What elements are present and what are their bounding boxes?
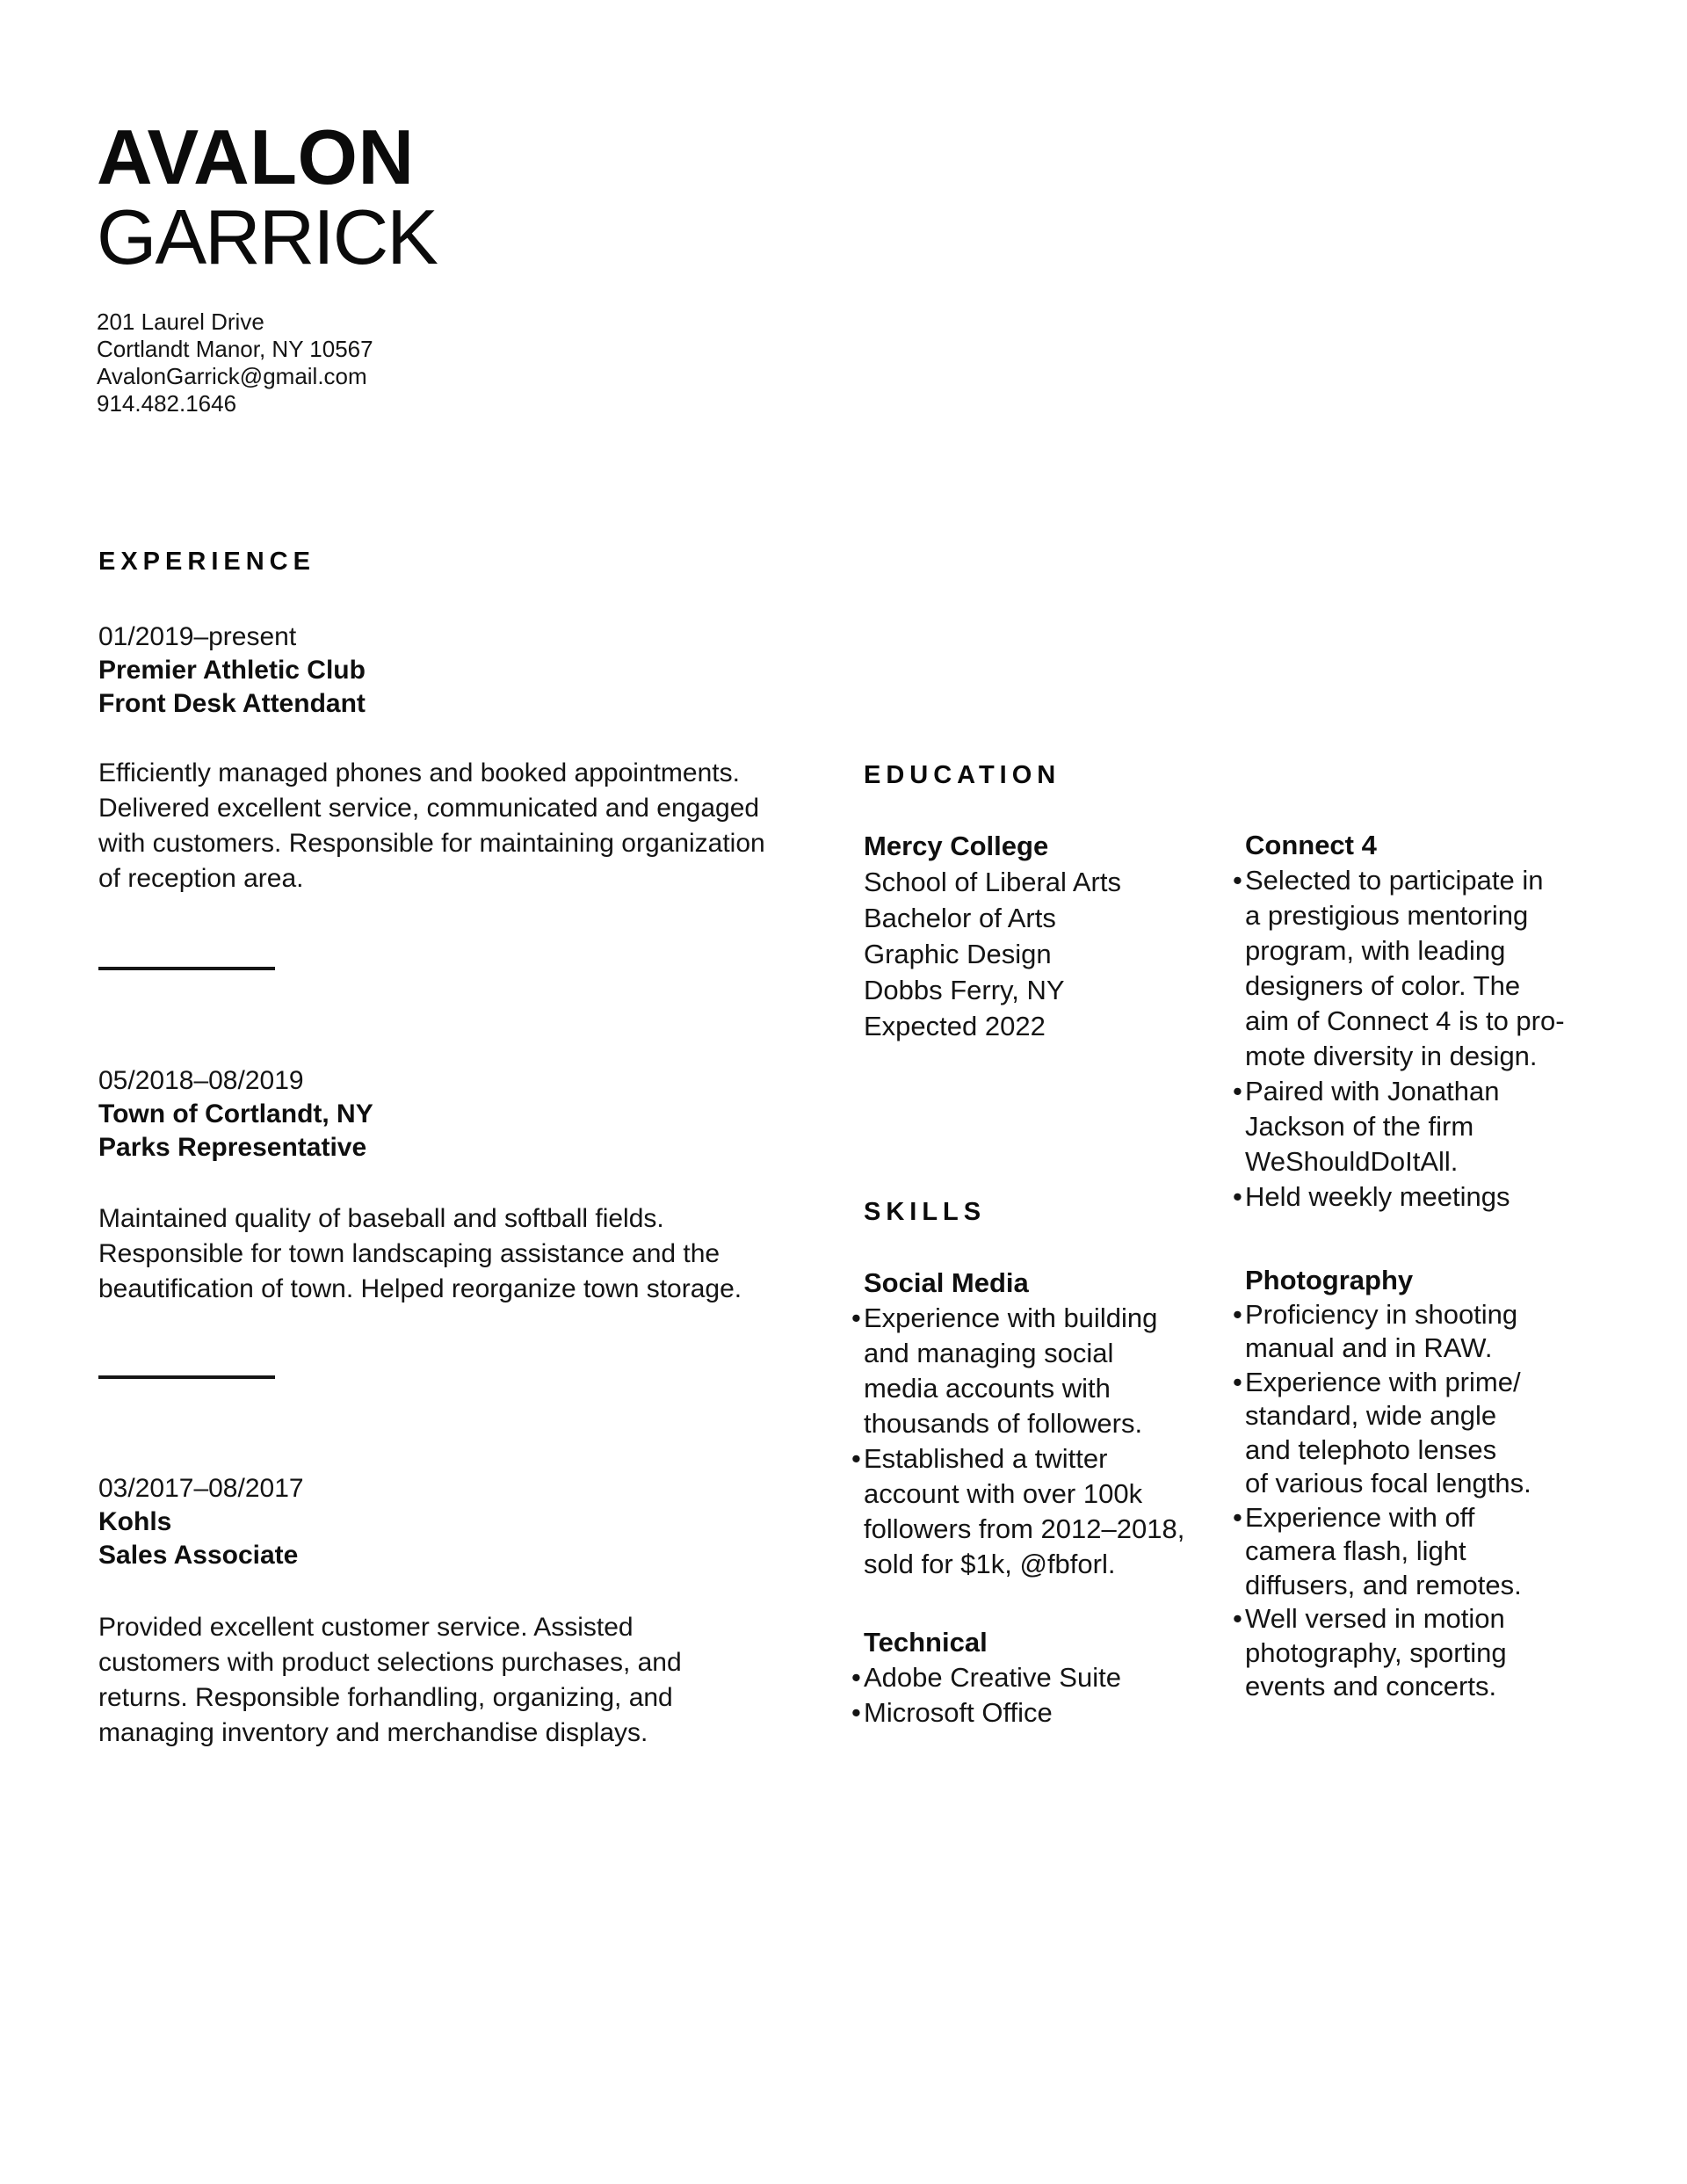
school-name: Mercy College bbox=[864, 831, 1049, 861]
text-line: • Selected to participate in bbox=[1245, 863, 1565, 898]
text-line: of various focal lengths. bbox=[1245, 1468, 1531, 1498]
bullet-marker: • bbox=[851, 1662, 861, 1693]
text-line: • Experience with off bbox=[1245, 1501, 1531, 1535]
education-school bbox=[864, 828, 1121, 1044]
job-title: Front Desk Attendant bbox=[98, 689, 366, 718]
text-line: standard, wide angle bbox=[1245, 1400, 1497, 1431]
education-heading: EDUCATION bbox=[864, 761, 1061, 789]
text-line: with customers. Responsible for maintaining organization bbox=[98, 829, 765, 858]
technical-details bbox=[851, 1660, 1121, 1731]
text-line: returns. Responsible forhandling, organizing, and bbox=[98, 1683, 673, 1712]
text-line: 914.482.1646 bbox=[97, 390, 237, 417]
job-entry bbox=[98, 620, 366, 721]
text-line: • Adobe Creative Suite bbox=[864, 1660, 1121, 1695]
text-line: beautification of town. Helped reorganize town storage. bbox=[98, 1274, 742, 1303]
section-divider bbox=[98, 1375, 275, 1379]
skills-social-media bbox=[851, 1266, 1185, 1582]
text-line: of reception area. bbox=[98, 864, 304, 893]
text-line: Provided excellent customer service. Assisted bbox=[98, 1613, 634, 1642]
photography-name: Photography bbox=[1245, 1265, 1414, 1295]
text-line: 201 Laurel Drive bbox=[97, 308, 264, 335]
text-line: WeShouldDoItAll. bbox=[1245, 1146, 1459, 1177]
text-line: manual and in RAW. bbox=[1245, 1332, 1493, 1363]
text-line: Expected 2022 bbox=[864, 1011, 1046, 1041]
text-line: • Proficiency in shooting bbox=[1245, 1298, 1531, 1332]
text-line: Dobbs Ferry, NY bbox=[864, 975, 1065, 1005]
job-company: Town of Cortlandt, NY bbox=[98, 1099, 373, 1128]
text-line: Jackson of the firm bbox=[1245, 1111, 1474, 1142]
text-line: • Paired with Jonathan bbox=[1245, 1074, 1565, 1109]
text-line: • Held weekly meetings bbox=[1245, 1179, 1565, 1215]
job-company: Premier Athletic Club bbox=[98, 656, 366, 685]
text-line: photography, sporting bbox=[1245, 1636, 1507, 1668]
text-line: • Microsoft Office bbox=[864, 1695, 1121, 1731]
text-line: Efficiently managed phones and booked appointments. bbox=[98, 758, 740, 787]
bullet-marker: • bbox=[851, 1302, 861, 1333]
social-media-details bbox=[851, 1301, 1185, 1582]
text-line: sold for $1k, @fbforl. bbox=[864, 1549, 1116, 1579]
bullet-marker: • bbox=[851, 1443, 861, 1474]
text-line: aim of Connect 4 is to pro- bbox=[1245, 1005, 1565, 1036]
text-line: • Experience with building bbox=[864, 1301, 1184, 1336]
text-line: Maintained quality of baseball and softball fields. bbox=[98, 1204, 664, 1233]
text-line: customers with product selections purchases, and bbox=[98, 1648, 682, 1677]
school-details bbox=[864, 864, 1121, 1044]
bullet-marker: • bbox=[1233, 1298, 1242, 1330]
text-line: Delivered excellent service, communicated and engaged bbox=[98, 794, 760, 823]
text-line: thousands of followers. bbox=[864, 1408, 1143, 1439]
text-line: and managing social bbox=[864, 1338, 1114, 1368]
text-line: program, with leading bbox=[1245, 935, 1506, 966]
text-line: • Well versed in motion bbox=[1245, 1602, 1531, 1636]
section-divider bbox=[98, 967, 275, 970]
skills-photography bbox=[1233, 1264, 1531, 1704]
bullet-marker: • bbox=[1233, 1501, 1242, 1533]
experience-heading: EXPERIENCE bbox=[98, 548, 315, 576]
last-name: GARRICK bbox=[97, 193, 437, 280]
text-line: Bachelor of Arts bbox=[864, 903, 1056, 933]
first-name: AVALON bbox=[97, 113, 415, 200]
job-date: 03/2017–08/2017 bbox=[98, 1474, 304, 1503]
job-date: 01/2019–present bbox=[98, 622, 297, 651]
text-line: mote diversity in design. bbox=[1245, 1041, 1538, 1071]
technical-name: Technical bbox=[864, 1627, 988, 1658]
education-connect4 bbox=[1233, 828, 1565, 1215]
text-line: AvalonGarrick@gmail.com bbox=[97, 363, 367, 389]
skills-heading: SKILLS bbox=[864, 1198, 987, 1226]
contact-block bbox=[97, 308, 373, 417]
job-description bbox=[98, 1610, 682, 1751]
connect4-name: Connect 4 bbox=[1245, 830, 1377, 860]
bullet-marker: • bbox=[1233, 1181, 1242, 1212]
bullet-marker: • bbox=[1233, 1366, 1242, 1397]
text-line: account with over 100k bbox=[864, 1478, 1143, 1509]
text-line: Responsible for town landscaping assistance and the bbox=[98, 1239, 720, 1268]
text-line: Cortlandt Manor, NY 10567 bbox=[97, 336, 373, 362]
text-line: followers from 2012–2018, bbox=[864, 1513, 1185, 1544]
job-entry bbox=[98, 1064, 373, 1165]
text-line: designers of color. The bbox=[1245, 970, 1521, 1001]
bullet-marker: • bbox=[851, 1697, 861, 1728]
photography-details bbox=[1233, 1298, 1531, 1704]
job-company: Kohls bbox=[98, 1507, 172, 1536]
bullet-marker: • bbox=[1233, 1076, 1242, 1107]
job-description bbox=[98, 756, 765, 896]
text-line: Graphic Design bbox=[864, 939, 1052, 969]
job-entry bbox=[98, 1472, 304, 1572]
text-line: and telephoto lenses bbox=[1245, 1433, 1497, 1465]
text-line: camera flash, light bbox=[1245, 1535, 1466, 1566]
text-line: School of Liberal Arts bbox=[864, 867, 1121, 897]
job-description bbox=[98, 1201, 742, 1307]
job-title: Parks Representative bbox=[98, 1133, 367, 1162]
text-line: events and concerts. bbox=[1245, 1671, 1497, 1701]
text-line: diffusers, and remotes. bbox=[1245, 1569, 1522, 1600]
bullet-marker: • bbox=[1233, 865, 1242, 896]
bullet-marker: • bbox=[1233, 1603, 1242, 1634]
text-line: • Experience with prime/ bbox=[1245, 1366, 1531, 1400]
text-line: media accounts with bbox=[864, 1373, 1111, 1404]
text-line: a prestigious mentoring bbox=[1245, 900, 1529, 931]
skills-technical bbox=[851, 1625, 1121, 1731]
connect4-details bbox=[1233, 863, 1565, 1215]
job-title: Sales Associate bbox=[98, 1541, 299, 1570]
text-line: • Established a twitter bbox=[864, 1441, 1184, 1477]
social-media-name: Social Media bbox=[864, 1267, 1029, 1298]
text-line: managing inventory and merchandise displays. bbox=[98, 1718, 648, 1747]
job-date: 05/2018–08/2019 bbox=[98, 1066, 304, 1095]
